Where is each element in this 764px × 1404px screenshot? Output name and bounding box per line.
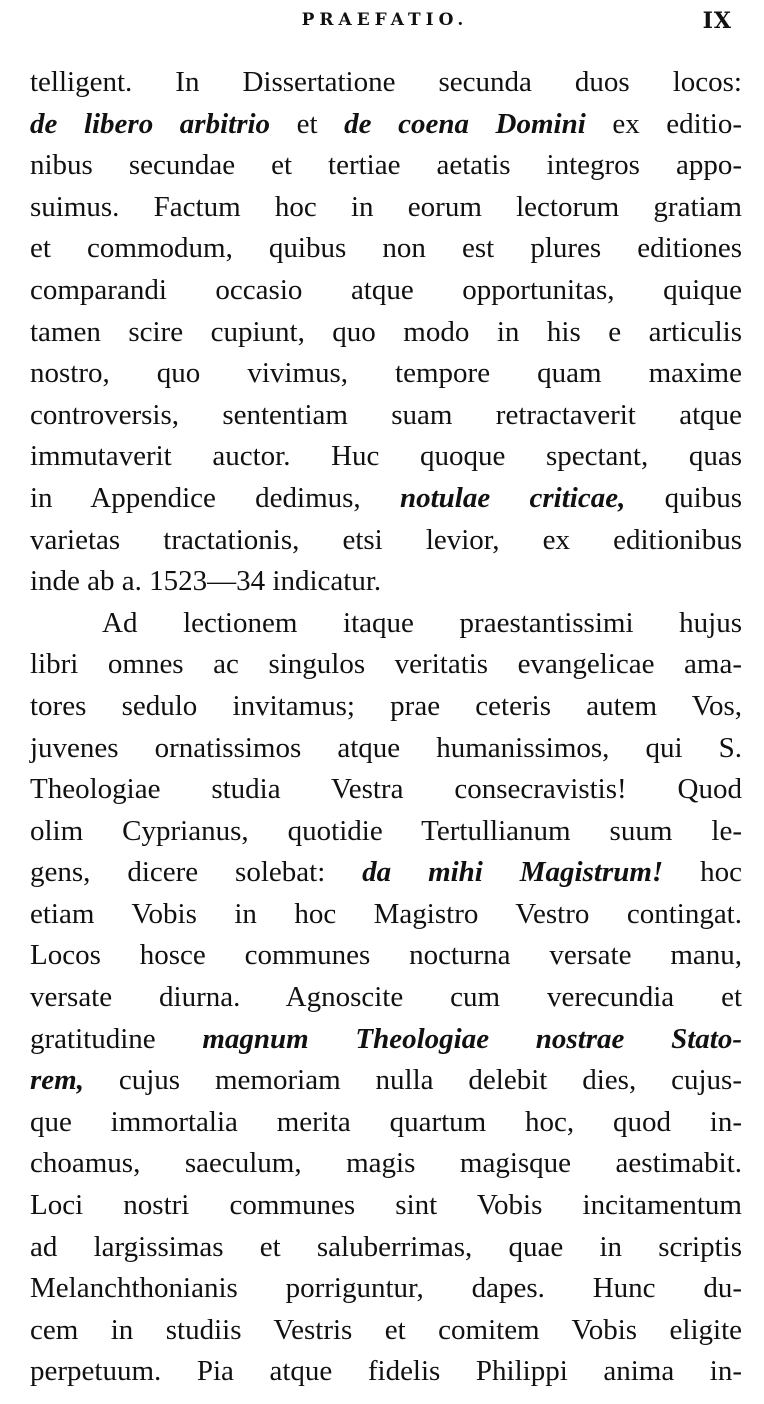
text-line: olim Cyprianus, quotidie Tertullianum suum le- [30,814,742,847]
text-line: suimus. Factum hoc in eorum lectorum gratiam [30,190,742,223]
italic-phrase: de libero arbitrio [30,107,271,140]
text-line: nostro, quo vivimus, tempore quam maxime [30,357,742,390]
italic-phrase: de coena Domini [344,107,586,140]
text-line: comparandi occasio atque opportunitas, quique [30,273,742,306]
text-line: et commodum, quibus non est plures editiones [30,232,742,265]
text-line: tores sedulo invitamus; prae ceteris autem Vos, [30,689,742,722]
text-line: choamus, saeculum, magis magisque aestimabit. [30,1147,742,1180]
running-head-title: PRAEFATIO. [301,10,469,30]
text-line: Melanchthonianis porriguntur, dapes. Hunc du- [30,1272,742,1305]
text-line: telligent. In Dissertatione secunda duos locos: [30,66,742,98]
italic-phrase: magnum Theologiae nostrae Stato- [202,1022,742,1055]
italic-phrase: rem, [30,1064,84,1097]
text-line: inde ab a. 1523—34 indicatur. [30,565,382,598]
text-line: Loci nostri communes sint Vobis incitamentum [30,1189,742,1222]
text-line-italic-terms: gens, dicere solebat: da mihi Magistrum! hoc [30,856,742,889]
text-line: controversis, sententiam suam retractaverit atque [30,398,742,431]
text-line-italic-terms: in Appendice dedimus, notulae criticae, quibus [30,481,742,514]
text-line-italic-terms: gratitudine magnum Theologiae nostrae Stato- [30,1022,742,1055]
body-text [30,62,742,1393]
text-line: immutaverit auctor. Huc quoque spectant, quas [30,440,742,473]
text-line-italic-terms: rem, cujus memoriam nulla delebit dies, cujus- [30,1064,742,1097]
running-head [30,6,740,38]
paragraph-2 [30,603,742,1393]
text-line: varietas tractationis, etsi levior, ex editionibus [30,523,742,556]
text-line: Theologiae studia Vestra consecravistis! Quod [30,773,742,806]
text-line: que immortalia merita quartum hoc, quod in- [30,1105,742,1138]
paragraph-1 [30,62,742,603]
text-line: Ad lectionem itaque praestantissimi hujus [102,606,742,639]
text-line: Locos hosce communes nocturna versate manu, [30,939,742,972]
text-line: perpetuum. Pia atque fidelis Philippi anima in- [30,1355,742,1388]
text-line: versate diurna. Agnoscite cum verecundia et [30,981,742,1014]
text-line: cem in studiis Vestris et comitem Vobis eligite [30,1313,742,1346]
italic-phrase: da mihi Magistrum! [362,856,664,889]
text-line: libri omnes ac singulos veritatis evangelicae ama- [30,648,742,681]
text-line: nibus secundae et tertiae aetatis integros appo- [30,149,742,182]
page-number: IX [702,8,732,34]
text-line: juvenes ornatissimos atque humanissimos, qui S. [30,731,742,764]
italic-phrase: notulae criticae, [399,481,626,514]
text-line: tamen scire cupiunt, quo modo in his e articulis [30,315,742,348]
text-line-italic-terms: de libero arbitrio et de coena Domini ex editio- [30,107,742,140]
text-line: ad largissimas et saluberrimas, quae in scriptis [30,1230,742,1263]
text-line: etiam Vobis in hoc Magistro Vestro contingat. [30,897,742,930]
